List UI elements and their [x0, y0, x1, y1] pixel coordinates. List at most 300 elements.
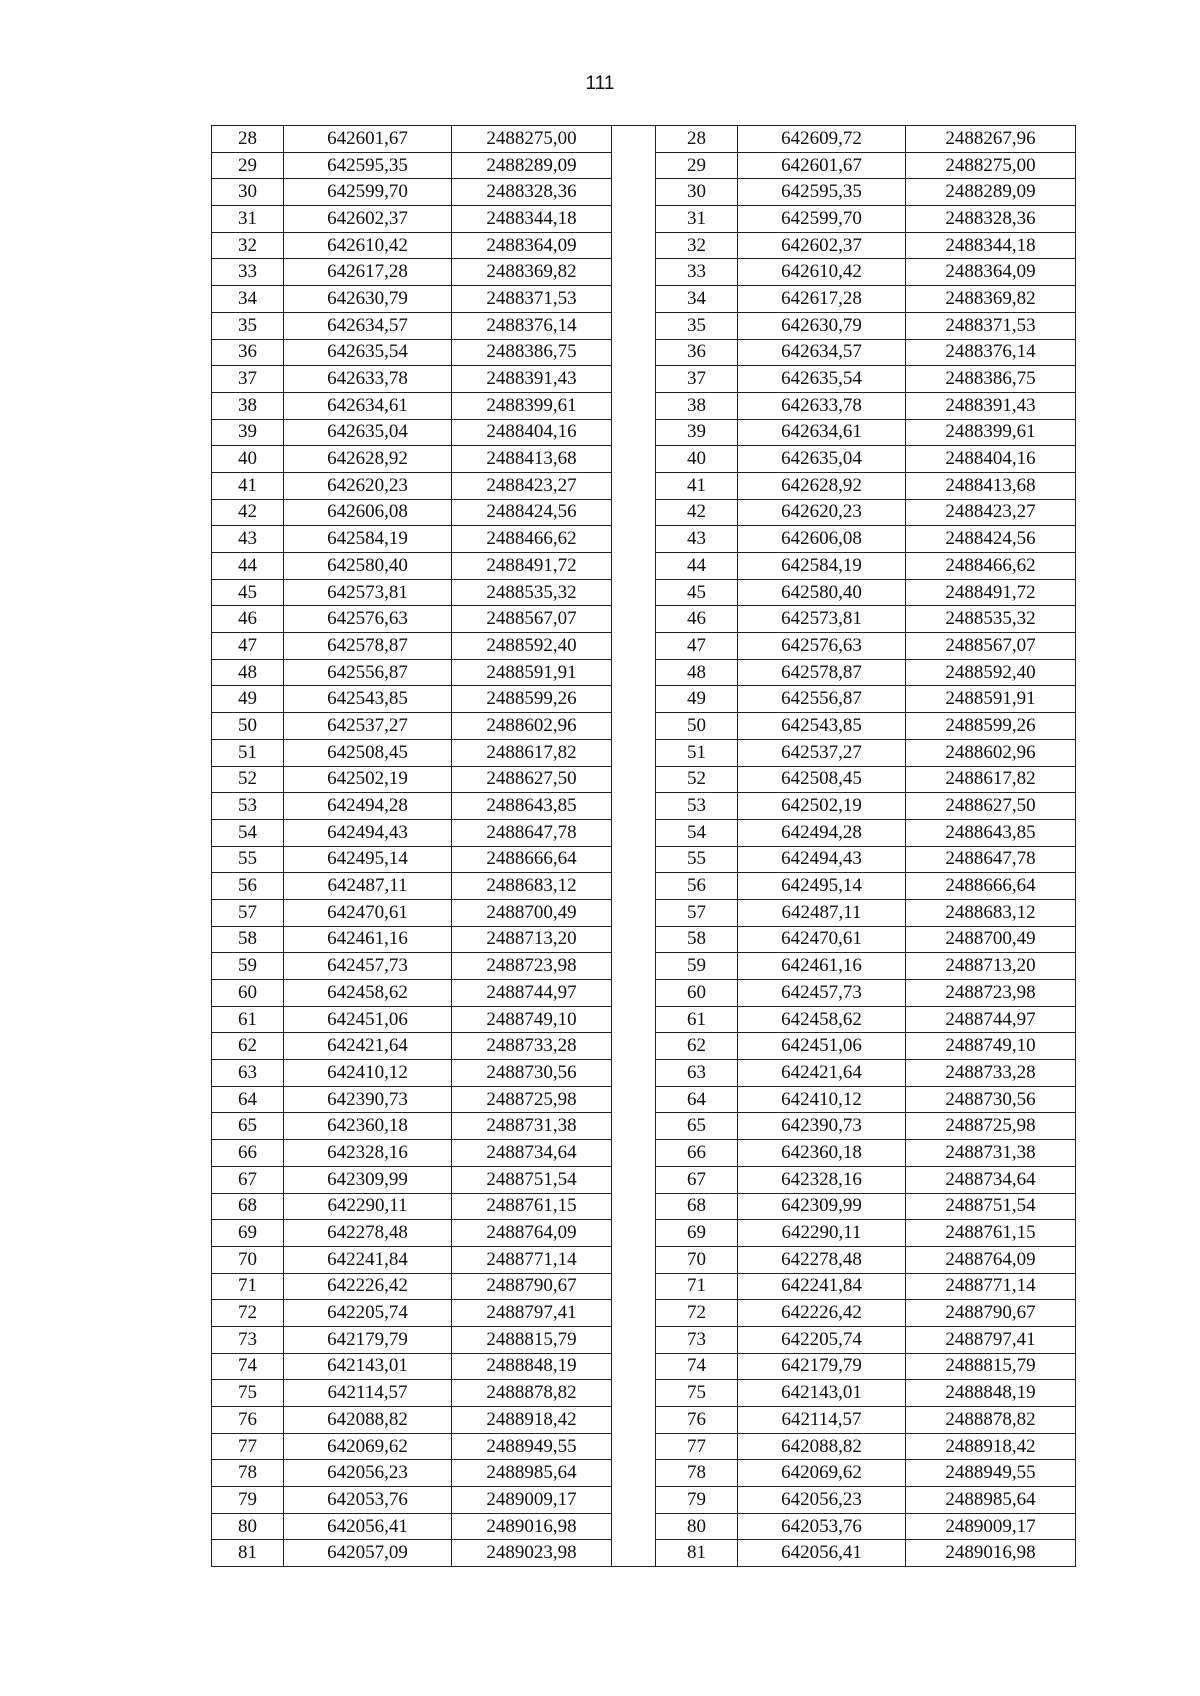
table-row: [212, 739, 1076, 766]
table-row: [212, 1433, 1076, 1460]
right-x-coordinate: 642578,87: [738, 659, 906, 686]
left-x-coordinate: 642576,63: [284, 606, 452, 633]
left-point-number: 80: [212, 1513, 284, 1540]
right-x-coordinate: 642390,73: [738, 1113, 906, 1140]
left-y-coordinate: 2488591,91: [452, 659, 612, 686]
column-gap: [612, 126, 656, 153]
left-point-number: 57: [212, 899, 284, 926]
table-row: [212, 553, 1076, 580]
right-point-number: 50: [656, 713, 738, 740]
left-x-coordinate: 642634,61: [284, 392, 452, 419]
left-point-number: 71: [212, 1273, 284, 1300]
right-point-number: 72: [656, 1300, 738, 1327]
left-x-coordinate: 642088,82: [284, 1407, 452, 1434]
right-x-coordinate: 642226,42: [738, 1300, 906, 1327]
left-point-number: 39: [212, 419, 284, 446]
left-y-coordinate: 2489023,98: [452, 1540, 612, 1567]
right-point-number: 60: [656, 980, 738, 1007]
left-x-coordinate: 642457,73: [284, 953, 452, 980]
left-x-coordinate: 642595,35: [284, 152, 452, 179]
left-point-number: 35: [212, 312, 284, 339]
right-y-coordinate: 2489009,17: [906, 1513, 1076, 1540]
column-gap: [612, 686, 656, 713]
right-y-coordinate: 2488647,78: [906, 846, 1076, 873]
right-x-coordinate: 642508,45: [738, 766, 906, 793]
left-point-number: 41: [212, 472, 284, 499]
column-gap: [612, 633, 656, 660]
left-x-coordinate: 642578,87: [284, 633, 452, 660]
right-y-coordinate: 2488730,56: [906, 1086, 1076, 1113]
right-point-number: 37: [656, 366, 738, 393]
left-point-number: 73: [212, 1326, 284, 1353]
right-y-coordinate: 2488790,67: [906, 1300, 1076, 1327]
table-row: [212, 873, 1076, 900]
right-x-coordinate: 642451,06: [738, 1033, 906, 1060]
left-y-coordinate: 2488700,49: [452, 899, 612, 926]
left-point-number: 54: [212, 819, 284, 846]
left-y-coordinate: 2488275,00: [452, 126, 612, 153]
column-gap: [612, 606, 656, 633]
left-y-coordinate: 2488344,18: [452, 206, 612, 233]
left-point-number: 76: [212, 1407, 284, 1434]
left-y-coordinate: 2488364,09: [452, 232, 612, 259]
right-x-coordinate: 642543,85: [738, 713, 906, 740]
table-row: [212, 766, 1076, 793]
right-x-coordinate: 642179,79: [738, 1353, 906, 1380]
left-y-coordinate: 2488666,64: [452, 846, 612, 873]
right-x-coordinate: 642609,72: [738, 126, 906, 153]
column-gap: [612, 1273, 656, 1300]
table-row: [212, 232, 1076, 259]
right-x-coordinate: 642309,99: [738, 1193, 906, 1220]
left-y-coordinate: 2488391,43: [452, 366, 612, 393]
column-gap: [612, 152, 656, 179]
table-row: [212, 1513, 1076, 1540]
right-y-coordinate: 2488723,98: [906, 980, 1076, 1007]
right-point-number: 46: [656, 606, 738, 633]
left-point-number: 55: [212, 846, 284, 873]
column-gap: [612, 1433, 656, 1460]
column-gap: [612, 553, 656, 580]
left-y-coordinate: 2488466,62: [452, 526, 612, 553]
table-row: [212, 392, 1076, 419]
column-gap: [612, 1113, 656, 1140]
left-point-number: 38: [212, 392, 284, 419]
right-x-coordinate: 642461,16: [738, 953, 906, 980]
left-x-coordinate: 642278,48: [284, 1220, 452, 1247]
right-y-coordinate: 2488466,62: [906, 553, 1076, 580]
right-x-coordinate: 642053,76: [738, 1513, 906, 1540]
table-row: [212, 1140, 1076, 1167]
column-gap: [612, 766, 656, 793]
left-y-coordinate: 2488725,98: [452, 1086, 612, 1113]
left-x-coordinate: 642502,19: [284, 766, 452, 793]
left-point-number: 52: [212, 766, 284, 793]
left-point-number: 60: [212, 980, 284, 1007]
column-gap: [612, 713, 656, 740]
left-x-coordinate: 642179,79: [284, 1326, 452, 1353]
column-gap: [612, 1353, 656, 1380]
right-x-coordinate: 642635,54: [738, 366, 906, 393]
left-y-coordinate: 2488627,50: [452, 766, 612, 793]
right-y-coordinate: 2488404,16: [906, 446, 1076, 473]
left-y-coordinate: 2488918,42: [452, 1407, 612, 1434]
right-y-coordinate: 2488949,55: [906, 1460, 1076, 1487]
left-x-coordinate: 642601,67: [284, 126, 452, 153]
right-point-number: 30: [656, 179, 738, 206]
right-y-coordinate: 2488918,42: [906, 1433, 1076, 1460]
right-x-coordinate: 642069,62: [738, 1460, 906, 1487]
right-y-coordinate: 2488725,98: [906, 1113, 1076, 1140]
table-row: [212, 1246, 1076, 1273]
left-point-number: 51: [212, 739, 284, 766]
left-point-number: 49: [212, 686, 284, 713]
left-y-coordinate: 2488731,38: [452, 1113, 612, 1140]
table-row: [212, 126, 1076, 153]
right-point-number: 63: [656, 1060, 738, 1087]
left-x-coordinate: 642620,23: [284, 472, 452, 499]
column-gap: [612, 1380, 656, 1407]
right-point-number: 53: [656, 793, 738, 820]
left-y-coordinate: 2488567,07: [452, 606, 612, 633]
table-row: [212, 633, 1076, 660]
right-x-coordinate: 642143,01: [738, 1380, 906, 1407]
right-y-coordinate: 2488985,64: [906, 1487, 1076, 1514]
left-y-coordinate: 2488599,26: [452, 686, 612, 713]
right-y-coordinate: 2488700,49: [906, 926, 1076, 953]
left-point-number: 30: [212, 179, 284, 206]
right-y-coordinate: 2488683,12: [906, 899, 1076, 926]
right-x-coordinate: 642290,11: [738, 1220, 906, 1247]
right-point-number: 55: [656, 846, 738, 873]
right-y-coordinate: 2488592,40: [906, 659, 1076, 686]
column-gap: [612, 1300, 656, 1327]
table-row: [212, 606, 1076, 633]
right-point-number: 47: [656, 633, 738, 660]
right-y-coordinate: 2488275,00: [906, 152, 1076, 179]
right-y-coordinate: 2488376,14: [906, 339, 1076, 366]
left-point-number: 44: [212, 553, 284, 580]
table-row: [212, 1033, 1076, 1060]
right-x-coordinate: 642635,04: [738, 446, 906, 473]
left-point-number: 62: [212, 1033, 284, 1060]
left-y-coordinate: 2488683,12: [452, 873, 612, 900]
right-point-number: 49: [656, 686, 738, 713]
table-row: [212, 1300, 1076, 1327]
left-x-coordinate: 642537,27: [284, 713, 452, 740]
table-row: [212, 579, 1076, 606]
left-y-coordinate: 2488734,64: [452, 1140, 612, 1167]
right-y-coordinate: 2488749,10: [906, 1033, 1076, 1060]
table-row: [212, 1326, 1076, 1353]
right-x-coordinate: 642584,19: [738, 553, 906, 580]
table-row: [212, 1353, 1076, 1380]
column-gap: [612, 419, 656, 446]
table-row: [212, 953, 1076, 980]
left-y-coordinate: 2488949,55: [452, 1433, 612, 1460]
left-point-number: 79: [212, 1487, 284, 1514]
left-point-number: 64: [212, 1086, 284, 1113]
right-y-coordinate: 2488617,82: [906, 766, 1076, 793]
left-x-coordinate: 642495,14: [284, 846, 452, 873]
right-y-coordinate: 2488771,14: [906, 1273, 1076, 1300]
column-gap: [612, 1140, 656, 1167]
table-row: [212, 1380, 1076, 1407]
left-y-coordinate: 2488369,82: [452, 259, 612, 286]
right-x-coordinate: 642556,87: [738, 686, 906, 713]
column-gap: [612, 1193, 656, 1220]
left-y-coordinate: 2488535,32: [452, 579, 612, 606]
left-y-coordinate: 2488790,67: [452, 1273, 612, 1300]
column-gap: [612, 980, 656, 1007]
left-x-coordinate: 642494,43: [284, 819, 452, 846]
left-point-number: 43: [212, 526, 284, 553]
left-point-number: 48: [212, 659, 284, 686]
right-x-coordinate: 642205,74: [738, 1326, 906, 1353]
left-x-coordinate: 642226,42: [284, 1273, 452, 1300]
right-x-coordinate: 642595,35: [738, 179, 906, 206]
right-y-coordinate: 2488399,61: [906, 419, 1076, 446]
left-x-coordinate: 642309,99: [284, 1166, 452, 1193]
left-point-number: 29: [212, 152, 284, 179]
right-x-coordinate: 642633,78: [738, 392, 906, 419]
left-x-coordinate: 642410,12: [284, 1060, 452, 1087]
right-x-coordinate: 642573,81: [738, 606, 906, 633]
right-x-coordinate: 642495,14: [738, 873, 906, 900]
left-y-coordinate: 2488424,56: [452, 499, 612, 526]
right-y-coordinate: 2488267,96: [906, 126, 1076, 153]
coordinates-table: [211, 125, 1076, 1567]
left-x-coordinate: 642241,84: [284, 1246, 452, 1273]
right-point-number: 48: [656, 659, 738, 686]
table-row: [212, 926, 1076, 953]
coordinates-table-body: [212, 126, 1076, 1567]
table-row: [212, 286, 1076, 313]
right-point-number: 67: [656, 1166, 738, 1193]
column-gap: [612, 739, 656, 766]
column-gap: [612, 232, 656, 259]
right-x-coordinate: 642470,61: [738, 926, 906, 953]
right-point-number: 74: [656, 1353, 738, 1380]
column-gap: [612, 899, 656, 926]
left-point-number: 36: [212, 339, 284, 366]
left-point-number: 42: [212, 499, 284, 526]
left-y-coordinate: 2488386,75: [452, 339, 612, 366]
table-row: [212, 472, 1076, 499]
right-y-coordinate: 2488734,64: [906, 1166, 1076, 1193]
left-y-coordinate: 2488423,27: [452, 472, 612, 499]
right-y-coordinate: 2488328,36: [906, 206, 1076, 233]
right-x-coordinate: 642328,16: [738, 1166, 906, 1193]
left-y-coordinate: 2488289,09: [452, 152, 612, 179]
column-gap: [612, 259, 656, 286]
column-gap: [612, 1513, 656, 1540]
right-x-coordinate: 642634,61: [738, 419, 906, 446]
table-row: [212, 1113, 1076, 1140]
column-gap: [612, 926, 656, 953]
table-row: [212, 793, 1076, 820]
table-row: [212, 713, 1076, 740]
right-point-number: 40: [656, 446, 738, 473]
left-y-coordinate: 2488647,78: [452, 819, 612, 846]
table-row: [212, 499, 1076, 526]
left-y-coordinate: 2488815,79: [452, 1326, 612, 1353]
left-point-number: 34: [212, 286, 284, 313]
right-point-number: 34: [656, 286, 738, 313]
table-row: [212, 312, 1076, 339]
left-point-number: 46: [212, 606, 284, 633]
left-point-number: 68: [212, 1193, 284, 1220]
right-point-number: 33: [656, 259, 738, 286]
column-gap: [612, 1540, 656, 1567]
table-row: [212, 846, 1076, 873]
column-gap: [612, 1220, 656, 1247]
left-point-number: 69: [212, 1220, 284, 1247]
right-y-coordinate: 2488713,20: [906, 953, 1076, 980]
left-y-coordinate: 2488713,20: [452, 926, 612, 953]
table-row: [212, 1086, 1076, 1113]
left-x-coordinate: 642056,41: [284, 1513, 452, 1540]
right-x-coordinate: 642458,62: [738, 1006, 906, 1033]
right-x-coordinate: 642580,40: [738, 579, 906, 606]
left-y-coordinate: 2488751,54: [452, 1166, 612, 1193]
column-gap: [612, 953, 656, 980]
right-x-coordinate: 642494,28: [738, 819, 906, 846]
right-point-number: 42: [656, 499, 738, 526]
right-point-number: 62: [656, 1033, 738, 1060]
right-y-coordinate: 2488599,26: [906, 713, 1076, 740]
left-x-coordinate: 642461,16: [284, 926, 452, 953]
left-point-number: 40: [212, 446, 284, 473]
right-point-number: 76: [656, 1407, 738, 1434]
right-y-coordinate: 2488591,91: [906, 686, 1076, 713]
left-x-coordinate: 642556,87: [284, 659, 452, 686]
left-point-number: 33: [212, 259, 284, 286]
right-x-coordinate: 642502,19: [738, 793, 906, 820]
table-row: [212, 899, 1076, 926]
left-x-coordinate: 642628,92: [284, 446, 452, 473]
column-gap: [612, 206, 656, 233]
right-y-coordinate: 2489016,98: [906, 1540, 1076, 1567]
right-y-coordinate: 2488848,19: [906, 1380, 1076, 1407]
table-row: [212, 686, 1076, 713]
left-x-coordinate: 642470,61: [284, 899, 452, 926]
right-x-coordinate: 642576,63: [738, 633, 906, 660]
left-y-coordinate: 2488491,72: [452, 553, 612, 580]
left-x-coordinate: 642328,16: [284, 1140, 452, 1167]
page-number: 111: [585, 73, 615, 94]
table-row: [212, 366, 1076, 393]
right-x-coordinate: 642617,28: [738, 286, 906, 313]
table-row: [212, 1193, 1076, 1220]
left-y-coordinate: 2488749,10: [452, 1006, 612, 1033]
left-x-coordinate: 642143,01: [284, 1353, 452, 1380]
column-gap: [612, 1166, 656, 1193]
right-point-number: 38: [656, 392, 738, 419]
right-x-coordinate: 642056,41: [738, 1540, 906, 1567]
left-x-coordinate: 642056,23: [284, 1460, 452, 1487]
left-y-coordinate: 2488761,15: [452, 1193, 612, 1220]
right-x-coordinate: 642601,67: [738, 152, 906, 179]
right-point-number: 36: [656, 339, 738, 366]
table-row: [212, 1166, 1076, 1193]
right-point-number: 51: [656, 739, 738, 766]
right-x-coordinate: 642056,23: [738, 1487, 906, 1514]
right-point-number: 61: [656, 1006, 738, 1033]
left-y-coordinate: 2488764,09: [452, 1220, 612, 1247]
column-gap: [612, 846, 656, 873]
left-x-coordinate: 642633,78: [284, 366, 452, 393]
column-gap: [612, 1407, 656, 1434]
right-x-coordinate: 642602,37: [738, 232, 906, 259]
left-x-coordinate: 642635,54: [284, 339, 452, 366]
left-x-coordinate: 642458,62: [284, 980, 452, 1007]
right-x-coordinate: 642494,43: [738, 846, 906, 873]
left-y-coordinate: 2488592,40: [452, 633, 612, 660]
right-point-number: 79: [656, 1487, 738, 1514]
left-x-coordinate: 642057,09: [284, 1540, 452, 1567]
left-point-number: 31: [212, 206, 284, 233]
table-row: [212, 1460, 1076, 1487]
left-point-number: 45: [212, 579, 284, 606]
right-point-number: 65: [656, 1113, 738, 1140]
left-point-number: 78: [212, 1460, 284, 1487]
right-point-number: 45: [656, 579, 738, 606]
left-point-number: 58: [212, 926, 284, 953]
column-gap: [612, 499, 656, 526]
left-x-coordinate: 642390,73: [284, 1086, 452, 1113]
column-gap: [612, 339, 656, 366]
column-gap: [612, 1033, 656, 1060]
left-point-number: 37: [212, 366, 284, 393]
left-x-coordinate: 642630,79: [284, 286, 452, 313]
table-row: [212, 659, 1076, 686]
left-y-coordinate: 2488723,98: [452, 953, 612, 980]
column-gap: [612, 1060, 656, 1087]
right-point-number: 39: [656, 419, 738, 446]
left-y-coordinate: 2488617,82: [452, 739, 612, 766]
right-y-coordinate: 2488764,09: [906, 1246, 1076, 1273]
left-point-number: 59: [212, 953, 284, 980]
right-x-coordinate: 642628,92: [738, 472, 906, 499]
right-y-coordinate: 2488289,09: [906, 179, 1076, 206]
left-x-coordinate: 642580,40: [284, 553, 452, 580]
right-point-number: 44: [656, 553, 738, 580]
column-gap: [612, 819, 656, 846]
table-row: [212, 152, 1076, 179]
column-gap: [612, 1246, 656, 1273]
column-gap: [612, 1460, 656, 1487]
right-point-number: 56: [656, 873, 738, 900]
right-point-number: 43: [656, 526, 738, 553]
right-x-coordinate: 642457,73: [738, 980, 906, 1007]
left-y-coordinate: 2489016,98: [452, 1513, 612, 1540]
left-point-number: 28: [212, 126, 284, 153]
column-gap: [612, 366, 656, 393]
left-y-coordinate: 2488399,61: [452, 392, 612, 419]
right-x-coordinate: 642599,70: [738, 206, 906, 233]
right-point-number: 59: [656, 953, 738, 980]
table-row: [212, 446, 1076, 473]
right-point-number: 70: [656, 1246, 738, 1273]
right-point-number: 57: [656, 899, 738, 926]
column-gap: [612, 1487, 656, 1514]
right-point-number: 81: [656, 1540, 738, 1567]
left-x-coordinate: 642487,11: [284, 873, 452, 900]
column-gap: [612, 659, 656, 686]
left-point-number: 50: [212, 713, 284, 740]
right-y-coordinate: 2488423,27: [906, 499, 1076, 526]
